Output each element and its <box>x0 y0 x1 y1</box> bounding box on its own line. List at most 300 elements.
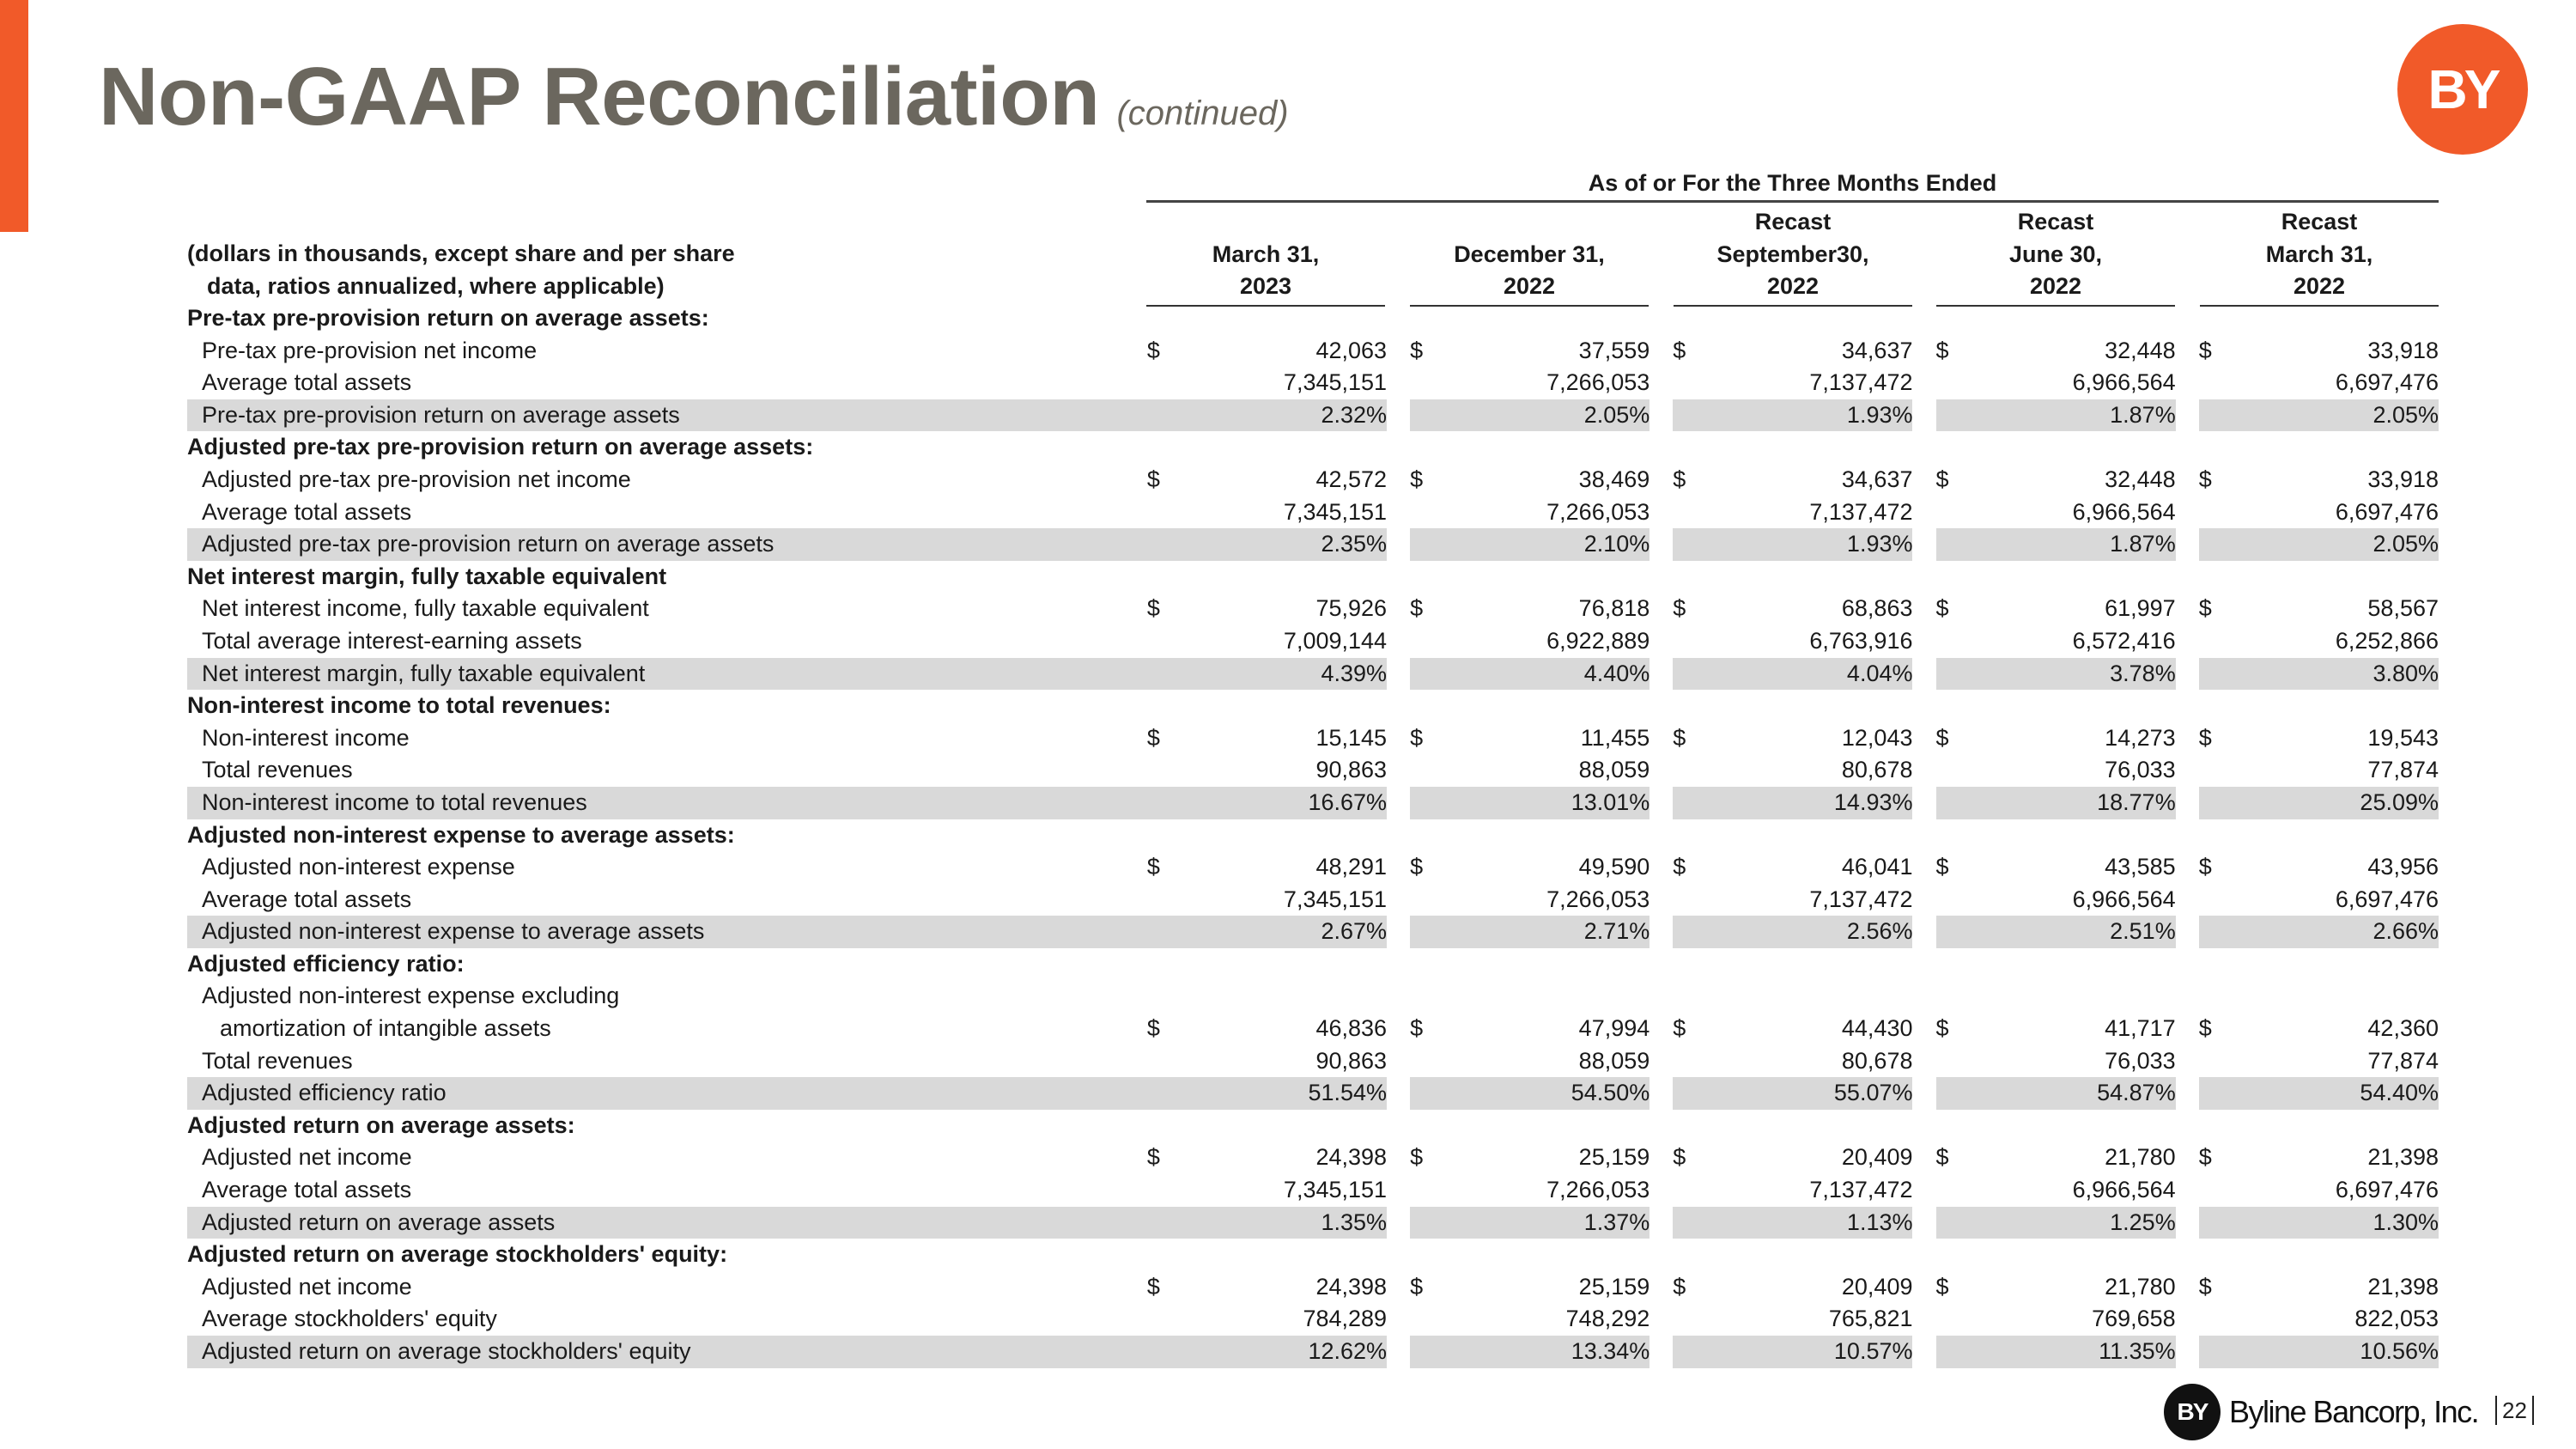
row-label: Pre-tax pre-provision net income <box>202 337 538 363</box>
column-gap <box>1912 948 1935 981</box>
currency-symbol: $ <box>2198 724 2212 751</box>
cell-value: 6,697,476 <box>2335 498 2439 525</box>
table-row <box>187 1303 2439 1336</box>
currency-symbol <box>1410 980 1437 1013</box>
cell-value <box>1437 948 1649 981</box>
row-label: Average total assets <box>202 369 412 396</box>
cell-value: 19,543 <box>2367 724 2439 751</box>
currency-symbol <box>1936 754 1964 787</box>
currency-symbol <box>1147 1174 1175 1207</box>
row-label: Non-interest income <box>202 724 410 751</box>
cell-value: 21,398 <box>2367 1273 2439 1300</box>
cell-value: 2.32% <box>1175 399 1387 432</box>
currency-symbol <box>1410 302 1437 335</box>
currency-symbol <box>1147 431 1175 464</box>
cell-value <box>1175 948 1387 981</box>
cell-value: 2.35% <box>1175 528 1387 561</box>
column-gap <box>1387 561 1410 594</box>
cell-value <box>1175 1239 1387 1271</box>
currency-symbol <box>1410 658 1437 691</box>
cell-value: 1.13% <box>1700 1207 1912 1239</box>
cell-value <box>1437 302 1649 335</box>
column-gap <box>1387 1174 1410 1207</box>
column-gap <box>2176 1013 2199 1045</box>
row-label: Adjusted non-interest expense <box>202 854 515 880</box>
cell-value <box>2227 561 2439 594</box>
cell-value: 46,836 <box>1315 1015 1388 1042</box>
cell-value: 2.51% <box>1964 916 2176 948</box>
currency-symbol <box>2199 980 2227 1013</box>
cell-value: 13.01% <box>1437 787 1649 819</box>
section-header-row <box>187 1239 2439 1271</box>
column-gap <box>1387 1110 1410 1142</box>
column-gap <box>1912 1110 1935 1142</box>
cell-value: 6,697,476 <box>2335 886 2439 912</box>
currency-symbol: $ <box>1410 1144 1424 1171</box>
cell-value: 14.93% <box>1700 787 1912 819</box>
column-gap <box>1649 916 1673 948</box>
currency-symbol <box>1147 787 1175 819</box>
column-gap <box>1912 1207 1935 1239</box>
column-gap <box>1387 1077 1410 1110</box>
column-gap <box>1912 787 1935 819</box>
column-gap <box>1387 464 1410 496</box>
table-row <box>187 754 2439 787</box>
currency-symbol <box>1673 528 1700 561</box>
table-row <box>187 722 2439 755</box>
column-gap <box>1649 980 1673 1013</box>
cell-value: 80,678 <box>1841 757 1913 783</box>
cell-value: 88,059 <box>1578 1047 1650 1074</box>
cell-value: 1.87% <box>1964 399 2176 432</box>
cell-value: 34,637 <box>1841 466 1913 492</box>
cell-value: 24,398 <box>1315 1273 1388 1300</box>
cell-value <box>1964 948 2176 981</box>
cell-value: 822,053 <box>2354 1306 2439 1332</box>
currency-symbol <box>1147 916 1175 948</box>
cell-value: 14,273 <box>2105 724 2176 751</box>
cell-value: 3.78% <box>1964 658 2176 691</box>
cell-value: 1.87% <box>1964 528 2176 561</box>
cell-value: 7,137,472 <box>1809 498 1913 525</box>
cell-value: 7,266,053 <box>1546 886 1650 912</box>
currency-symbol <box>1936 561 1964 594</box>
cell-value: 32,448 <box>2105 337 2176 363</box>
currency-symbol <box>1410 690 1437 722</box>
column-gap <box>1387 625 1410 658</box>
currency-symbol <box>1410 916 1437 948</box>
column-gap <box>1387 367 1410 399</box>
currency-symbol: $ <box>1673 337 1686 363</box>
column-gap <box>1649 1239 1673 1271</box>
column-gap <box>1387 819 1410 852</box>
column-gap <box>1387 302 1410 335</box>
cell-value: 6,697,476 <box>2335 369 2439 396</box>
currency-symbol <box>1673 754 1700 787</box>
column-gap <box>1649 1013 1673 1045</box>
currency-symbol <box>1410 399 1437 432</box>
column-gap <box>2176 1045 2199 1078</box>
cell-value: 25,159 <box>1578 1273 1650 1300</box>
column-gap <box>2176 658 2199 691</box>
currency-symbol <box>1147 1045 1175 1078</box>
cell-value: 6,966,564 <box>2072 886 2176 912</box>
column-gap <box>2176 1110 2199 1142</box>
cell-value: 25.09% <box>2227 787 2439 819</box>
currency-symbol: $ <box>1935 1015 1949 1042</box>
row-label: Total revenues <box>202 1047 353 1074</box>
currency-symbol: $ <box>1410 595 1424 622</box>
cell-value: 75,926 <box>1315 595 1388 622</box>
currency-symbol: $ <box>2198 466 2212 492</box>
result-row <box>187 528 2439 561</box>
currency-symbol <box>1147 1077 1175 1110</box>
cell-value: 4.04% <box>1700 658 1912 691</box>
column-gap <box>1387 1239 1410 1271</box>
row-label: Adjusted return on average stockholders' equity: <box>187 1241 728 1268</box>
column-gap <box>1649 399 1673 432</box>
column-header-line2: March 31, <box>2265 240 2373 267</box>
column-gap <box>1649 496 1673 529</box>
column-gap <box>1649 884 1673 916</box>
table-row <box>187 335 2439 368</box>
table-row <box>187 496 2439 529</box>
cell-value <box>2227 1110 2439 1142</box>
currency-symbol <box>1673 496 1700 529</box>
currency-symbol <box>1673 1045 1700 1078</box>
column-gap <box>2176 431 2199 464</box>
cell-value <box>1437 980 1649 1013</box>
currency-symbol <box>1673 367 1700 399</box>
section-header-row <box>187 302 2439 335</box>
currency-symbol <box>2199 367 2227 399</box>
column-gap <box>1387 1013 1410 1045</box>
column-header-line3: 2023 <box>1239 273 1292 300</box>
currency-symbol <box>1147 625 1175 658</box>
currency-symbol: $ <box>1410 1273 1424 1300</box>
table-row <box>187 1013 2439 1045</box>
currency-symbol <box>1673 625 1700 658</box>
column-header-line3: 2022 <box>2293 273 2346 300</box>
cell-value: 7,266,053 <box>1546 369 1650 396</box>
currency-symbol: $ <box>1935 595 1949 622</box>
column-gap <box>1649 722 1673 755</box>
currency-symbol <box>1673 561 1700 594</box>
currency-symbol <box>1147 302 1175 335</box>
currency-symbol <box>1147 819 1175 852</box>
column-gap <box>2176 561 2199 594</box>
cell-value: 80,678 <box>1841 1047 1913 1074</box>
cell-value: 21,780 <box>2105 1273 2176 1300</box>
currency-symbol: $ <box>1935 1144 1949 1171</box>
column-gap <box>2176 399 2199 432</box>
column-gap <box>1912 1303 1935 1336</box>
column-gap <box>2176 722 2199 755</box>
column-gap <box>2176 819 2199 852</box>
cell-value <box>1700 819 1912 852</box>
column-gap <box>2176 1239 2199 1271</box>
section-header-row <box>187 431 2439 464</box>
currency-symbol <box>1936 367 1964 399</box>
currency-symbol <box>2199 399 2227 432</box>
column-gap <box>1912 658 1935 691</box>
row-label: Adjusted non-interest expense to average assets: <box>187 821 735 848</box>
table-row <box>187 1271 2439 1304</box>
currency-symbol <box>1673 302 1700 335</box>
column-gap <box>1912 1045 1935 1078</box>
currency-symbol <box>1410 1174 1437 1207</box>
row-label: Net interest margin, fully taxable equivalent <box>187 658 1147 691</box>
cell-value: 15,145 <box>1315 724 1388 751</box>
column-header <box>1146 206 1385 307</box>
column-gap <box>2176 593 2199 625</box>
row-label: Average stockholders' equity <box>202 1306 497 1332</box>
currency-symbol <box>1410 948 1437 981</box>
row-label: Pre-tax pre-provision return on average assets <box>187 399 1147 432</box>
cell-value <box>1437 1110 1649 1142</box>
cell-value: 2.05% <box>1437 399 1649 432</box>
cell-value <box>2227 948 2439 981</box>
column-gap <box>1649 754 1673 787</box>
currency-symbol: $ <box>1146 1015 1160 1042</box>
column-header-line2: March 31, <box>1212 240 1320 267</box>
column-gap <box>2176 625 2199 658</box>
table-row <box>187 884 2439 916</box>
currency-symbol <box>1147 399 1175 432</box>
currency-symbol <box>1936 302 1964 335</box>
column-gap <box>1387 1271 1410 1304</box>
currency-symbol <box>1410 561 1437 594</box>
cell-value: 76,033 <box>2105 1047 2176 1074</box>
cell-value <box>2227 690 2439 722</box>
cell-value: 784,289 <box>1303 1306 1388 1332</box>
column-gap <box>2176 1271 2199 1304</box>
cell-value: 34,637 <box>1841 337 1913 363</box>
column-gap <box>1649 948 1673 981</box>
currency-symbol <box>2199 690 2227 722</box>
currency-symbol <box>1147 658 1175 691</box>
table-row <box>187 464 2439 496</box>
column-gap <box>2176 884 2199 916</box>
table-row <box>187 1174 2439 1207</box>
currency-symbol: $ <box>1935 337 1949 363</box>
cell-value: 13.34% <box>1437 1336 1649 1368</box>
cell-value <box>1964 302 2176 335</box>
currency-symbol <box>2199 1045 2227 1078</box>
cell-value: 1.30% <box>2227 1207 2439 1239</box>
column-gap <box>1387 1303 1410 1336</box>
cell-value: 21,398 <box>2367 1144 2439 1171</box>
table-row <box>187 367 2439 399</box>
currency-symbol <box>1147 496 1175 529</box>
column-gap <box>1649 464 1673 496</box>
row-label: Non-interest income to total revenues <box>187 787 1147 819</box>
column-gap <box>1387 528 1410 561</box>
table-row <box>187 851 2439 884</box>
row-label: amortization of intangible assets <box>220 1015 551 1042</box>
currency-symbol: $ <box>2198 595 2212 622</box>
currency-symbol <box>1147 367 1175 399</box>
cell-value <box>1437 819 1649 852</box>
currency-symbol <box>1147 528 1175 561</box>
column-gap <box>1387 980 1410 1013</box>
table-row <box>187 1045 2439 1078</box>
cell-value: 1.93% <box>1700 399 1912 432</box>
cell-value <box>1964 431 2176 464</box>
column-gap <box>1649 851 1673 884</box>
column-gap <box>1387 399 1410 432</box>
currency-symbol <box>2199 1110 2227 1142</box>
currency-symbol <box>1673 1077 1700 1110</box>
cell-value: 18.77% <box>1964 787 2176 819</box>
currency-symbol <box>1936 431 1964 464</box>
currency-symbol <box>1147 690 1175 722</box>
column-gap <box>2176 851 2199 884</box>
cell-value: 43,956 <box>2367 854 2439 880</box>
currency-symbol <box>1673 1174 1700 1207</box>
currency-symbol: $ <box>1673 466 1686 492</box>
column-gap <box>1649 787 1673 819</box>
column-gap <box>1649 1045 1673 1078</box>
cell-value: 25,159 <box>1578 1144 1650 1171</box>
currency-symbol: $ <box>1935 466 1949 492</box>
currency-symbol: $ <box>2198 1273 2212 1300</box>
section-header-row <box>187 561 2439 594</box>
cell-value: 76,033 <box>2105 757 2176 783</box>
row-label: Adjusted efficiency ratio <box>187 1077 1147 1110</box>
currency-symbol <box>1147 561 1175 594</box>
currency-symbol <box>1936 399 1964 432</box>
table-row <box>187 593 2439 625</box>
currency-symbol <box>1936 528 1964 561</box>
result-row <box>187 916 2439 948</box>
column-gap <box>1912 916 1935 948</box>
cell-value: 10.57% <box>1700 1336 1912 1368</box>
column-gap <box>1912 851 1935 884</box>
currency-symbol <box>1673 690 1700 722</box>
currency-symbol: $ <box>1146 466 1160 492</box>
cell-value: 55.07% <box>1700 1077 1912 1110</box>
cell-value <box>1437 1239 1649 1271</box>
currency-symbol <box>2199 948 2227 981</box>
page-title <box>99 50 1289 144</box>
cell-value <box>1964 561 2176 594</box>
cell-value: 7,266,053 <box>1546 498 1650 525</box>
column-gap <box>1912 561 1935 594</box>
column-gap <box>1649 335 1673 368</box>
column-gap <box>1912 754 1935 787</box>
cell-value <box>1964 980 2176 1013</box>
section-header-row <box>187 1110 2439 1142</box>
currency-symbol <box>2199 1303 2227 1336</box>
cell-value: 32,448 <box>2105 466 2176 492</box>
column-gap <box>2176 980 2199 1013</box>
currency-symbol <box>2199 916 2227 948</box>
cell-value: 7,137,472 <box>1809 1177 1913 1203</box>
cell-value: 90,863 <box>1315 757 1388 783</box>
currency-symbol <box>1410 625 1437 658</box>
cell-value: 54.87% <box>1964 1077 2176 1110</box>
currency-symbol <box>1936 948 1964 981</box>
column-gap <box>1912 1271 1935 1304</box>
currency-symbol: $ <box>1410 466 1424 492</box>
row-label: Adjusted non-interest expense excluding <box>202 983 620 1009</box>
column-header-line1: Recast <box>1754 209 1832 234</box>
accent-bar <box>0 0 28 232</box>
column-gap <box>1387 754 1410 787</box>
column-gap <box>1912 884 1935 916</box>
column-gap <box>1649 1077 1673 1110</box>
cell-value: 6,697,476 <box>2335 1177 2439 1203</box>
cell-value: 49,590 <box>1578 854 1650 880</box>
cell-value: 6,763,916 <box>1809 627 1913 654</box>
cell-value: 10.56% <box>2227 1336 2439 1368</box>
column-gap <box>1387 1336 1410 1368</box>
column-gap <box>1387 690 1410 722</box>
column-gap <box>2176 1142 2199 1174</box>
row-label: Adjusted non-interest expense to average assets <box>187 916 1147 948</box>
row-label: Adjusted pre-tax pre-provision return on average assets <box>187 528 1147 561</box>
column-gap <box>1912 1077 1935 1110</box>
row-label: Adjusted pre-tax pre-provision return on average assets: <box>187 434 814 460</box>
cell-value: 90,863 <box>1315 1047 1388 1074</box>
cell-value: 77,874 <box>2367 757 2439 783</box>
cell-value: 58,567 <box>2367 595 2439 622</box>
currency-symbol <box>2199 884 2227 916</box>
cell-value: 2.56% <box>1700 916 1912 948</box>
cell-value: 1.93% <box>1700 528 1912 561</box>
currency-symbol <box>1936 1045 1964 1078</box>
currency-symbol <box>2199 1207 2227 1239</box>
cell-value: 46,041 <box>1841 854 1913 880</box>
column-gap <box>2176 916 2199 948</box>
currency-symbol <box>1410 367 1437 399</box>
row-label: Net interest margin, fully taxable equivalent <box>187 563 667 589</box>
currency-symbol: $ <box>1673 1273 1686 1300</box>
cell-value: 6,966,564 <box>2072 1177 2176 1203</box>
page-title-text: Non-GAAP Reconciliation <box>99 51 1100 143</box>
column-gap <box>1387 335 1410 368</box>
currency-symbol <box>1410 431 1437 464</box>
row-label: Adjusted net income <box>202 1273 412 1300</box>
cell-value: 2.05% <box>2227 399 2439 432</box>
cell-value <box>1175 690 1387 722</box>
column-header <box>1936 206 2175 307</box>
column-gap <box>1912 819 1935 852</box>
currency-symbol <box>1410 1303 1437 1336</box>
row-label: Pre-tax pre-provision return on average assets: <box>187 305 709 331</box>
currency-symbol <box>1410 754 1437 787</box>
currency-symbol <box>1936 1077 1964 1110</box>
cell-value: 76,818 <box>1578 595 1650 622</box>
column-gap <box>1912 302 1935 335</box>
cell-value <box>1437 561 1649 594</box>
row-label: Adjusted net income <box>202 1144 412 1171</box>
period-header: As of or For the Three Months Ended <box>1146 170 2439 203</box>
cell-value: 24,398 <box>1315 1144 1388 1171</box>
cell-value: 1.35% <box>1175 1207 1387 1239</box>
currency-symbol <box>1673 980 1700 1013</box>
column-gap <box>1387 658 1410 691</box>
table-row <box>187 980 2439 1013</box>
row-label: Adjusted efficiency ratio: <box>187 950 465 977</box>
currency-symbol <box>2199 819 2227 852</box>
currency-symbol <box>1673 1336 1700 1368</box>
column-gap <box>1649 367 1673 399</box>
currency-symbol: $ <box>1410 854 1424 880</box>
column-gap <box>1912 335 1935 368</box>
currency-symbol <box>1410 1239 1437 1271</box>
